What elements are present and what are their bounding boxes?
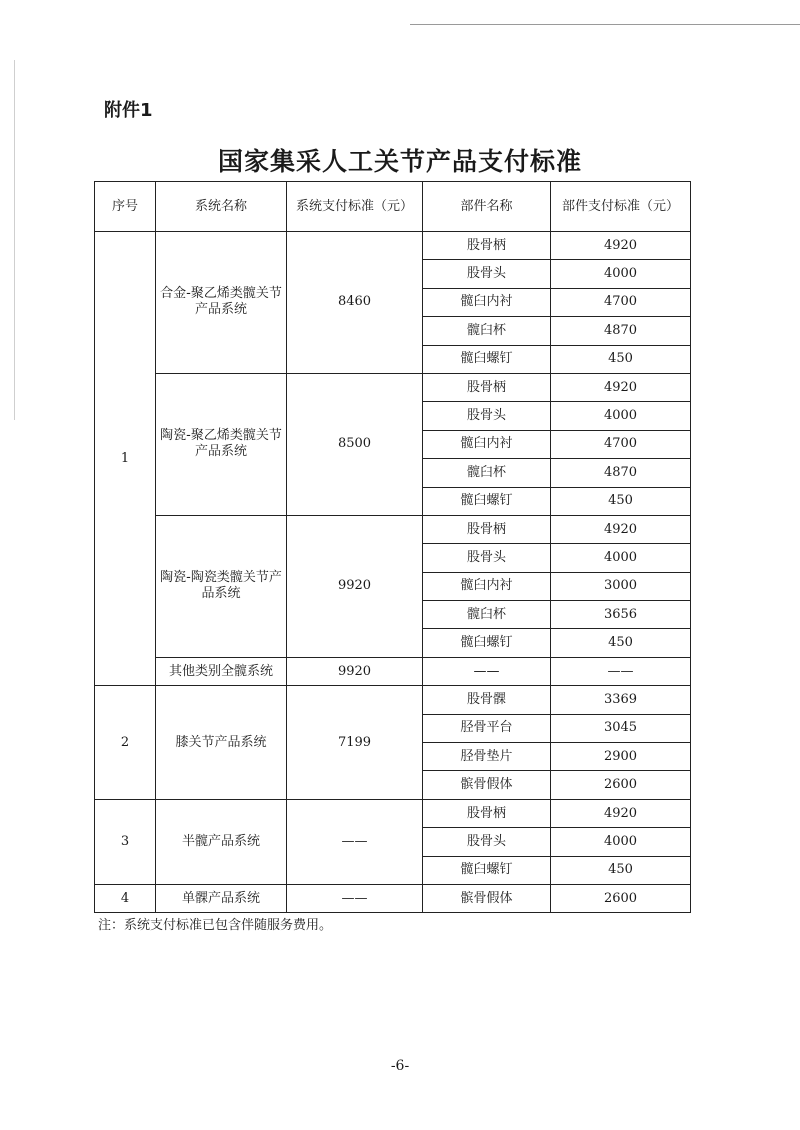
cell-component-name: 髋臼杯 <box>423 317 551 345</box>
cell-component-price: 2600 <box>551 771 691 799</box>
header-seq: 序号 <box>95 182 156 232</box>
table-body <box>95 232 691 913</box>
cell-component-name: 髋臼杯 <box>423 459 551 487</box>
cell-component-name: 股骨髁 <box>423 686 551 714</box>
cell-component-price: 450 <box>551 345 691 373</box>
cell-seq: 4 <box>95 884 156 912</box>
cell-component-price: 4920 <box>551 515 691 543</box>
cell-component-price: 450 <box>551 487 691 515</box>
cell-component-price: 4870 <box>551 459 691 487</box>
cell-component-price: 4920 <box>551 373 691 401</box>
header-component-price: 部件支付标准（元） <box>551 182 691 232</box>
cell-component-price: 4000 <box>551 828 691 856</box>
cell-component-name: 胫骨垫片 <box>423 743 551 771</box>
cell-component-name: 股骨头 <box>423 544 551 572</box>
cell-system-name: 膝关节产品系统 <box>156 686 287 800</box>
footnote: 注：系统支付标准已包含伴随服务费用。 <box>98 918 333 933</box>
cell-component-name: 股骨头 <box>423 402 551 430</box>
table-row <box>95 799 691 827</box>
cell-component-price: 4700 <box>551 288 691 316</box>
cell-component-name: 髋臼螺钉 <box>423 487 551 515</box>
table-row <box>95 657 691 685</box>
table-header-row <box>95 182 691 232</box>
cell-component-name: 股骨柄 <box>423 799 551 827</box>
cell-component-name: 股骨柄 <box>423 515 551 543</box>
cell-component-price: 4920 <box>551 232 691 260</box>
attachment-label: 附件1 <box>104 100 153 121</box>
cell-component-name: 髌骨假体 <box>423 884 551 912</box>
scan-top-rule <box>410 24 800 25</box>
cell-component-price: 4700 <box>551 430 691 458</box>
payment-standard-table <box>94 181 691 913</box>
cell-component-price: 3656 <box>551 601 691 629</box>
table-row <box>95 373 691 401</box>
cell-system-name: 其他类别全髋系统 <box>156 657 287 685</box>
cell-system-price: 8500 <box>287 373 423 515</box>
page-number: -6- <box>390 1058 410 1074</box>
cell-component-price: 4000 <box>551 402 691 430</box>
scan-left-edge <box>14 60 15 420</box>
page-title: 国家集采人工关节产品支付标准 <box>217 147 582 176</box>
cell-component-price: 4870 <box>551 317 691 345</box>
cell-component-name: 髋臼内衬 <box>423 288 551 316</box>
cell-component-price: 3000 <box>551 572 691 600</box>
cell-component-name: 髋臼螺钉 <box>423 629 551 657</box>
cell-component-name: 髌骨假体 <box>423 771 551 799</box>
cell-system-name: 半髋产品系统 <box>156 799 287 884</box>
cell-component-name: 股骨柄 <box>423 232 551 260</box>
cell-component-name: —— <box>423 657 551 685</box>
cell-component-price: 2900 <box>551 743 691 771</box>
cell-component-price: —— <box>551 657 691 685</box>
cell-system-price: —— <box>287 884 423 912</box>
table-row <box>95 232 691 260</box>
cell-component-name: 胫骨平台 <box>423 714 551 742</box>
cell-component-price: 4000 <box>551 260 691 288</box>
cell-component-name: 股骨柄 <box>423 373 551 401</box>
cell-system-price: 9920 <box>287 657 423 685</box>
cell-component-name: 股骨头 <box>423 828 551 856</box>
cell-component-price: 4000 <box>551 544 691 572</box>
cell-component-name: 髋臼螺钉 <box>423 856 551 884</box>
cell-component-name: 股骨头 <box>423 260 551 288</box>
cell-component-price: 4920 <box>551 799 691 827</box>
cell-component-price: 3369 <box>551 686 691 714</box>
cell-component-name: 髋臼杯 <box>423 601 551 629</box>
table-row <box>95 884 691 912</box>
table-row <box>95 515 691 543</box>
cell-system-name: 陶瓷-陶瓷类髋关节产品系统 <box>156 515 287 657</box>
cell-system-name: 陶瓷-聚乙烯类髋关节产品系统 <box>156 373 287 515</box>
cell-seq: 2 <box>95 686 156 800</box>
cell-seq: 1 <box>95 232 156 686</box>
cell-system-price: 8460 <box>287 232 423 374</box>
cell-system-name: 合金-聚乙烯类髋关节产品系统 <box>156 232 287 374</box>
header-system-price: 系统支付标准（元） <box>287 182 423 232</box>
cell-system-price: 9920 <box>287 515 423 657</box>
cell-component-name: 髋臼螺钉 <box>423 345 551 373</box>
cell-seq: 3 <box>95 799 156 884</box>
header-system-name: 系统名称 <box>156 182 287 232</box>
cell-system-price: 7199 <box>287 686 423 800</box>
cell-component-price: 450 <box>551 629 691 657</box>
cell-component-name: 髋臼内衬 <box>423 572 551 600</box>
cell-component-price: 2600 <box>551 884 691 912</box>
header-component-name: 部件名称 <box>423 182 551 232</box>
cell-system-price: —— <box>287 799 423 884</box>
cell-component-name: 髋臼内衬 <box>423 430 551 458</box>
cell-component-price: 450 <box>551 856 691 884</box>
cell-system-name: 单髁产品系统 <box>156 884 287 912</box>
cell-component-price: 3045 <box>551 714 691 742</box>
table-row <box>95 686 691 714</box>
